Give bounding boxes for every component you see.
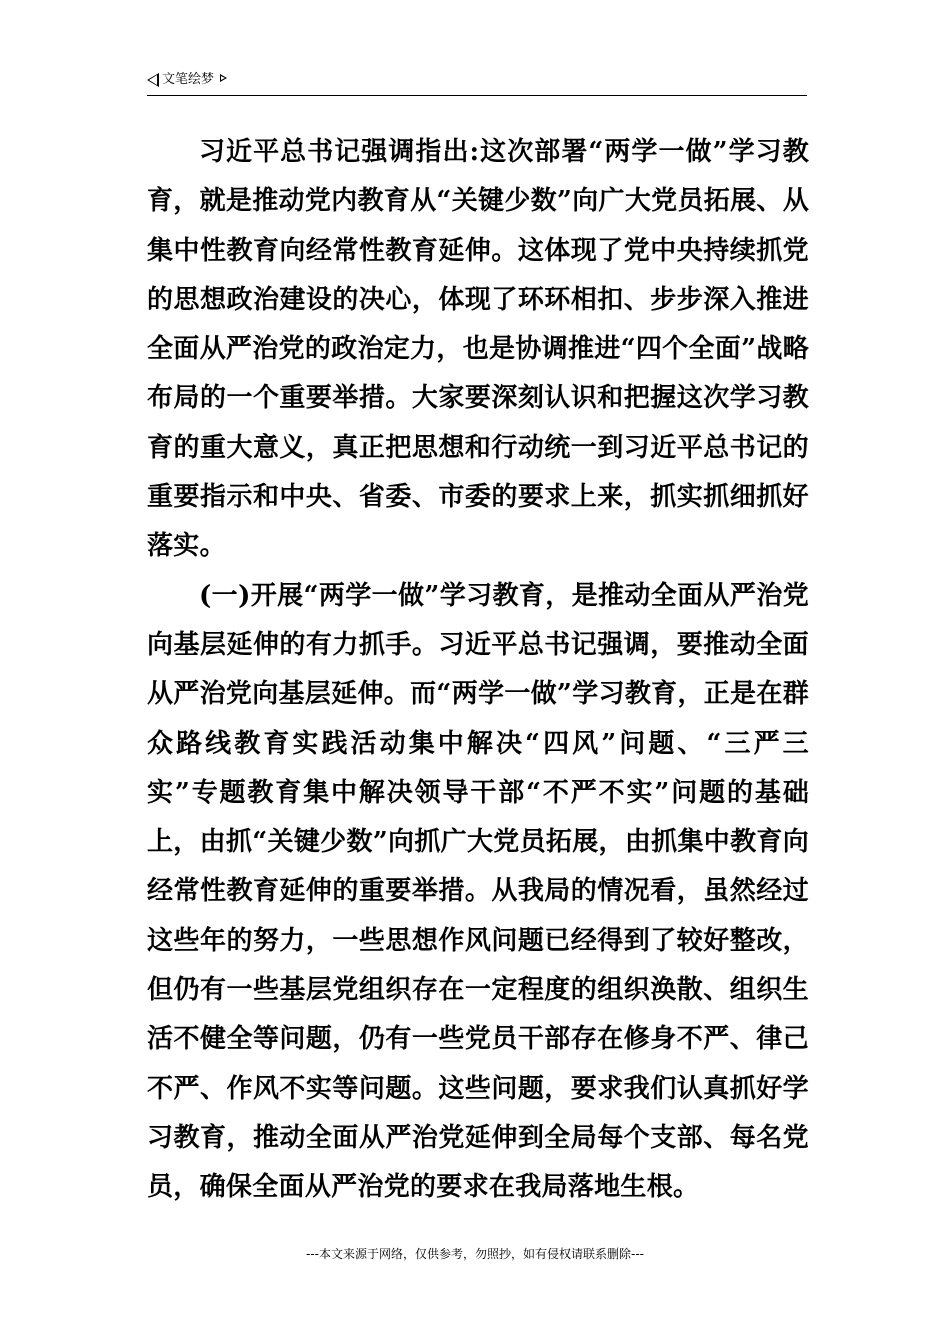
paragraph-1: 习近平总书记强调指出:这次部署“两学一做”学习教育，就是推动党内教育从“关键少数”向广大党员拓展、从集中性教育向经常性教育延伸。这体现了党中央持续抓党的思想政治建设的决心，体现了环环相扣、步步深入推进全面从严治党的政治定力，也是协调推进“四个全面”战略布局的一个重要举措。大家要深刻认识和把握这次学习教育的重大意义，真正把思想和行动统一到习近平总书记的重要指示和中央、省委、市委的要求上来，抓实抓细抓好落实。: [147, 137, 809, 562]
header-title: 文笔绘梦: [162, 72, 215, 87]
footer-notice: ---本文来源于网络，仅供参考，勿照抄，如有侵权请联系删除---: [306, 1247, 644, 1261]
paragraph-2: (一)开展“两学一做”学习教育，是推动全面从严治党向基层延伸的有力抓手。习近平总书记强调，要推动全面从严治党向基层延伸。而“两学一做”学习教育，正是在群众路线教育实践活动集中解决“四风”问题、“三严三实”专题教育集中解决领导干部“不严不实”问题的基础上，由抓“关键少数”向抓广大党员拓展，由抓集中教育向经常性教育延伸的重要举措。从我局的情况看，虽然经过这些年的努力，一些思想作风问题已经得到了较好整改，但仍有一些基层党组织存在一定程度的组织涣散、组织生活不健全等问题，仍有一些党员干部存在修身不严、律己不严、作风不实等问题。这些问题，要求我们认真抓好学习教育，推动全面从严治党延伸到全局每个支部、每名党员，确保全面从严治党的要求在我局落地生根。: [147, 580, 809, 1203]
page-header: [147, 70, 807, 96]
document-body: [147, 128, 809, 1213]
triangle-left-icon: [147, 73, 159, 87]
triangle-right-icon: [220, 74, 227, 82]
